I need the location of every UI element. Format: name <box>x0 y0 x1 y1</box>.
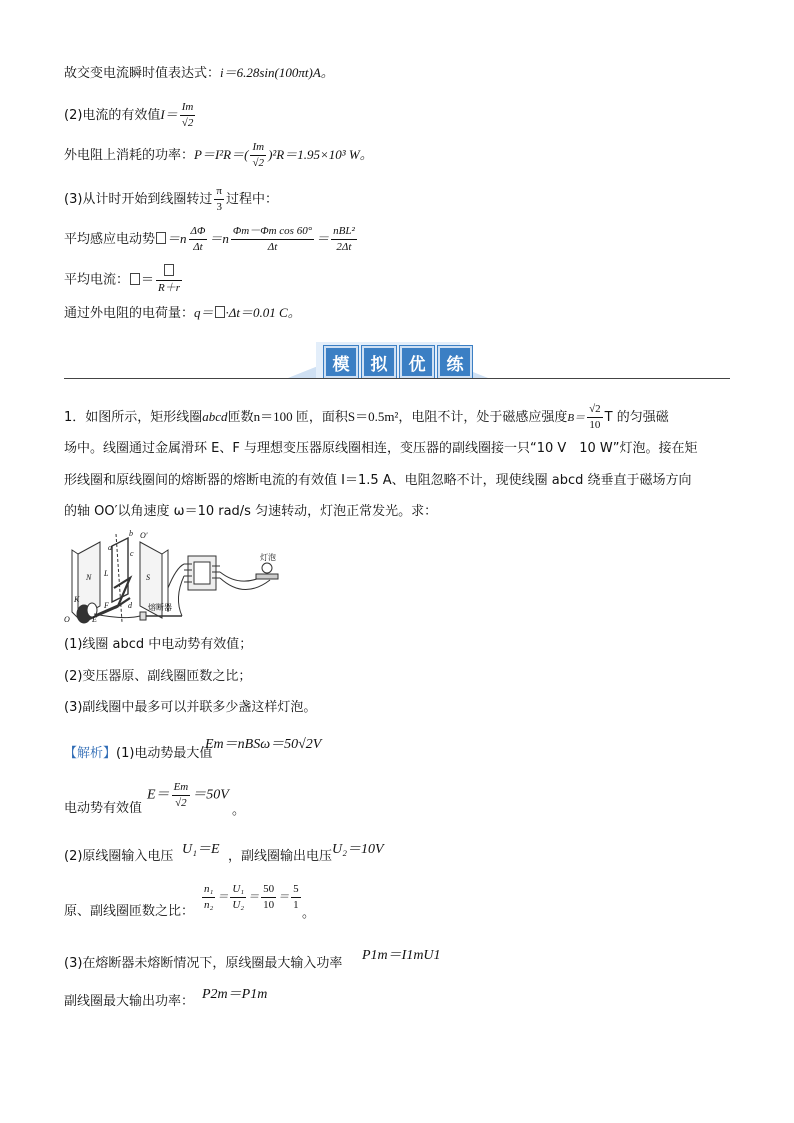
fraction-den: R＋r <box>158 282 181 294</box>
fraction-num: √2 <box>587 402 603 418</box>
fig-label-bulb: 灯泡 <box>260 553 276 562</box>
fraction <box>331 224 357 255</box>
fraction-den: 10 <box>263 899 275 911</box>
solution-line-3 <box>64 848 173 866</box>
problem-line-4: 的轴 OO′以角速度 ω＝10 rad/s 匀速转动，灯泡正常发光。求： <box>64 504 438 519</box>
solution-line-2: 电动势有效值 <box>64 801 143 816</box>
fraction <box>214 184 224 215</box>
fig-label-fuse: 熔断器 <box>148 603 172 612</box>
line-power <box>64 140 373 171</box>
fraction-den: U₂ <box>232 899 245 911</box>
text: 过程中： <box>225 192 278 207</box>
math: abcd <box>202 409 228 424</box>
analysis-tag: 【解析】 <box>64 746 117 761</box>
math-turns-ratio <box>200 882 303 913</box>
fig-label-o-bottom: O <box>64 615 70 624</box>
text: 故交变电流瞬时值表达式： <box>64 66 221 81</box>
problem-line-1 <box>64 402 669 433</box>
math-p2m: P2m＝P1m <box>202 987 268 1002</box>
line-charge <box>64 304 301 323</box>
fig-label-l: L <box>104 569 109 578</box>
text: (2)原线圈输入电压 <box>64 849 174 864</box>
fraction-num: U₁ <box>230 882 246 898</box>
math: ＝ <box>217 891 229 904</box>
generator-figure <box>64 528 294 624</box>
fraction-num: n₁ <box>202 882 215 898</box>
line-average-current <box>64 264 184 296</box>
text: 平均电流： <box>64 272 130 288</box>
fig-label-d: d <box>128 601 132 610</box>
solution-line-6: 副线圈最大输出功率： <box>64 994 195 1009</box>
math: )²R＝1.95×10³ W。 <box>268 147 373 162</box>
solution-line-1 <box>64 745 212 763</box>
banner-tiles <box>324 346 472 378</box>
fraction-den: Δt <box>193 241 203 253</box>
line-effective-current <box>64 100 197 131</box>
fraction <box>202 882 215 913</box>
fig-label-b: b <box>129 529 133 538</box>
text: 通过外电阻的电荷量： <box>64 306 195 321</box>
fraction-den: √2 <box>181 117 194 129</box>
banner-char: 练 <box>438 346 472 378</box>
fraction-den: n₂ <box>204 899 214 911</box>
fraction-num: nBL² <box>331 224 357 240</box>
section-banner <box>288 340 488 382</box>
math-e-effective <box>147 780 229 811</box>
banner-char: 拟 <box>362 346 396 378</box>
math: ·Δt＝0.01 C。 <box>225 305 301 320</box>
period: 。 <box>232 803 246 818</box>
text: 外电阻上消耗的功率： <box>64 148 195 163</box>
text: 1．如图所示，矩形线圈 <box>64 410 203 425</box>
math: P＝I²R＝( <box>194 147 249 162</box>
fraction-num: Im <box>250 140 266 156</box>
fraction-den: √2 <box>252 157 265 169</box>
question-1: (1)线圈 abcd 中电动势有效值； <box>64 637 253 652</box>
line-current-expression <box>64 64 334 83</box>
fraction <box>261 882 276 913</box>
problem-line-2: 场中。线圈通过金属滑环 E、F 与理想变压器原线圈相连，变压器的副线圈接一只“10 V 10 W”灯泡。接在矩 <box>64 441 698 456</box>
math-p1m: P1m＝I1mU1 <box>362 948 441 963</box>
fig-label-c: c <box>130 549 134 558</box>
fraction-num: Im <box>180 100 196 116</box>
line-rotation <box>64 184 278 215</box>
math: ＝ <box>316 231 330 246</box>
math: ＝ <box>248 891 260 904</box>
fraction-num: ΔΦ <box>189 224 208 240</box>
text: (2)电流的有效值 <box>64 108 161 123</box>
banner-char: 模 <box>324 346 358 378</box>
fraction-num: π <box>214 184 224 200</box>
banner-char: 优 <box>400 346 434 378</box>
math-u2: U₂＝10V <box>332 842 384 857</box>
math: S＝0.5m²，电阻不计，处于磁感应强度 <box>347 409 568 424</box>
placeholder-glyph <box>130 273 140 285</box>
math: n＝100 匝，面积 <box>253 409 348 424</box>
fig-label-k: K <box>74 595 80 604</box>
fraction-num: Φm－Φm cos 60° <box>231 224 314 240</box>
fraction-den: √2 <box>175 797 187 809</box>
solution-line-3b: ，副线圈输出电压 <box>228 849 333 864</box>
fraction-den: 10 <box>589 419 601 431</box>
math: ＝n <box>167 231 187 246</box>
fraction-den: 1 <box>293 899 299 911</box>
fig-label-o-top: O′ <box>140 531 148 540</box>
text: T 的匀强磁 <box>604 410 669 425</box>
fraction <box>291 882 301 913</box>
math: ＝ <box>278 891 290 904</box>
line-average-emf <box>64 224 359 255</box>
math: B＝ <box>567 412 586 424</box>
period: 。 <box>302 906 316 921</box>
fraction-num: 50 <box>261 882 276 898</box>
fig-label-s: S <box>146 573 150 582</box>
fig-label-a: a <box>108 543 112 552</box>
text: (3)从计时开始到线圈转过 <box>64 192 213 207</box>
fraction <box>156 264 182 296</box>
text: 平均感应电动势 <box>64 232 156 247</box>
divider <box>64 378 730 379</box>
placeholder-glyph <box>164 264 174 276</box>
fraction <box>231 224 314 255</box>
fig-label-n: N <box>86 573 92 582</box>
fraction-num: 5 <box>291 882 301 898</box>
fig-label-f: F <box>104 601 109 610</box>
math-u1: U₁＝E <box>182 842 220 857</box>
fig-label-e: E <box>92 615 97 624</box>
placeholder-glyph <box>156 232 166 244</box>
question-3: (3)副线圈中最多可以并联多少盏这样灯泡。 <box>64 700 317 715</box>
text: 匝数 <box>227 410 254 425</box>
math: q＝ <box>194 305 214 320</box>
math: ＝n <box>209 231 229 246</box>
fraction <box>189 224 208 255</box>
fraction <box>250 140 266 171</box>
fraction-den: 2Δt <box>336 241 352 253</box>
solution-line-4: 原、副线圈匝数之比： <box>64 904 195 919</box>
fraction <box>180 100 196 131</box>
fraction-den: 3 <box>216 201 222 213</box>
math: ＝50V <box>192 787 229 803</box>
placeholder-glyph <box>215 306 225 318</box>
math: E＝ <box>147 787 170 803</box>
solution-line-5: (3)在熔断器未熔断情况下，原线圈最大输入功率 <box>64 956 343 971</box>
fraction <box>230 882 246 913</box>
math-emax: Em＝nBSω＝50√2V <box>205 737 322 752</box>
math: i＝6.28sin(100πt)A。 <box>220 65 334 80</box>
fraction <box>587 402 603 433</box>
fraction-num: Em <box>172 780 191 796</box>
problem-line-3: 形线圈和原线圈间的熔断器的熔断电流的有效值 I＝1.5 A、电阻忽略不计，现使线圈 abcd 绕垂直于磁场方向 <box>64 473 692 488</box>
math: ＝ <box>141 271 155 287</box>
question-2: (2)变压器原、副线圈匝数之比； <box>64 669 252 684</box>
fraction-num <box>156 264 182 281</box>
fraction <box>172 780 191 811</box>
text: (1)电动势最大值 <box>116 746 213 761</box>
fraction-den: Δt <box>267 241 278 253</box>
math: I＝ <box>160 107 178 122</box>
